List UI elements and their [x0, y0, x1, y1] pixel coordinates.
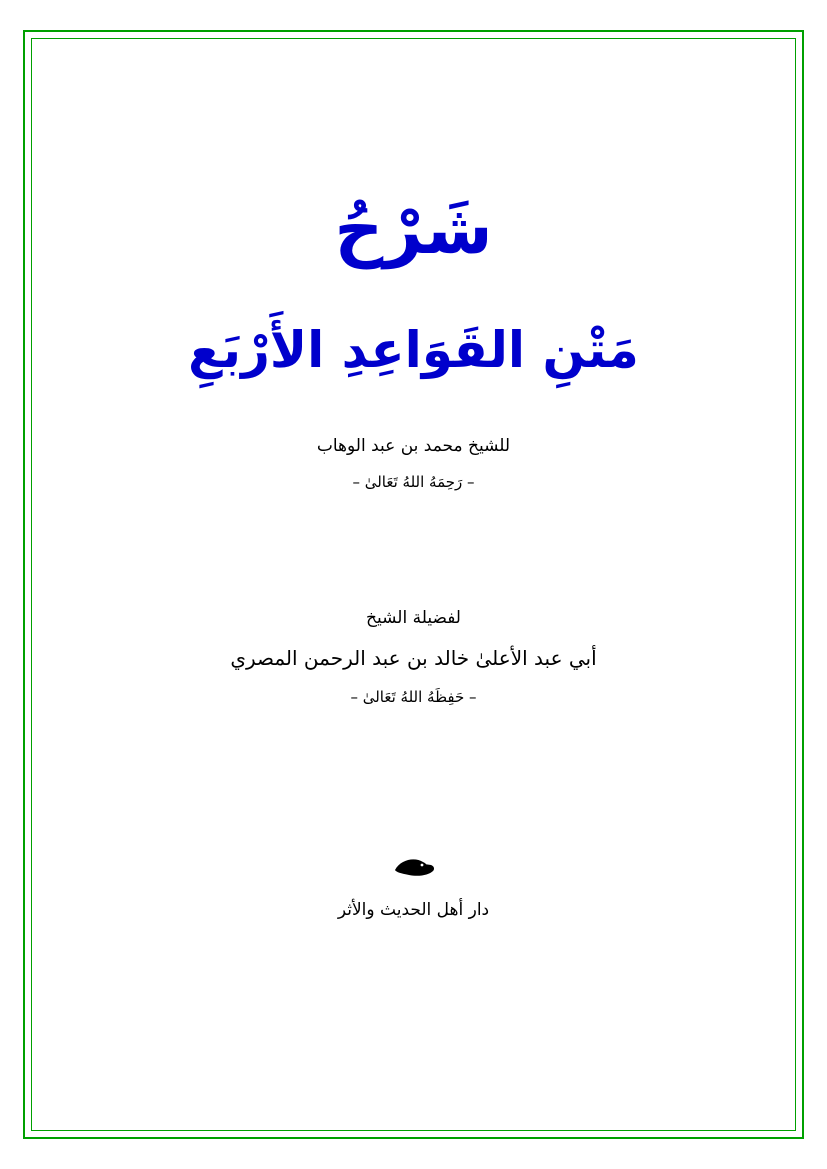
cover-content — [31, 38, 796, 1131]
original-author: للشيخ محمد بن عبد الوهاب — [316, 436, 511, 456]
publisher-logo-icon — [31, 853, 796, 881]
book-title-subtitle: مَتْنِ القَوَاعِدِ الأَرْبَعِ — [188, 321, 639, 379]
explainer-name: أبي عبد الأعلىٰ خالد بن عبد الرحمن المصري — [230, 646, 597, 670]
explainer-supplication: – حَفِظَهُ اللهُ تَعَالىٰ – — [350, 688, 477, 706]
explainer-label: لفضيلة الشيخ — [366, 608, 461, 628]
original-author-supplication: – رَحِمَهُ اللهُ تَعَالىٰ – — [352, 473, 475, 491]
publisher-name: دار أهل الحديث والأثر — [337, 900, 490, 920]
book-title-main: شَرْحُ — [334, 191, 493, 270]
